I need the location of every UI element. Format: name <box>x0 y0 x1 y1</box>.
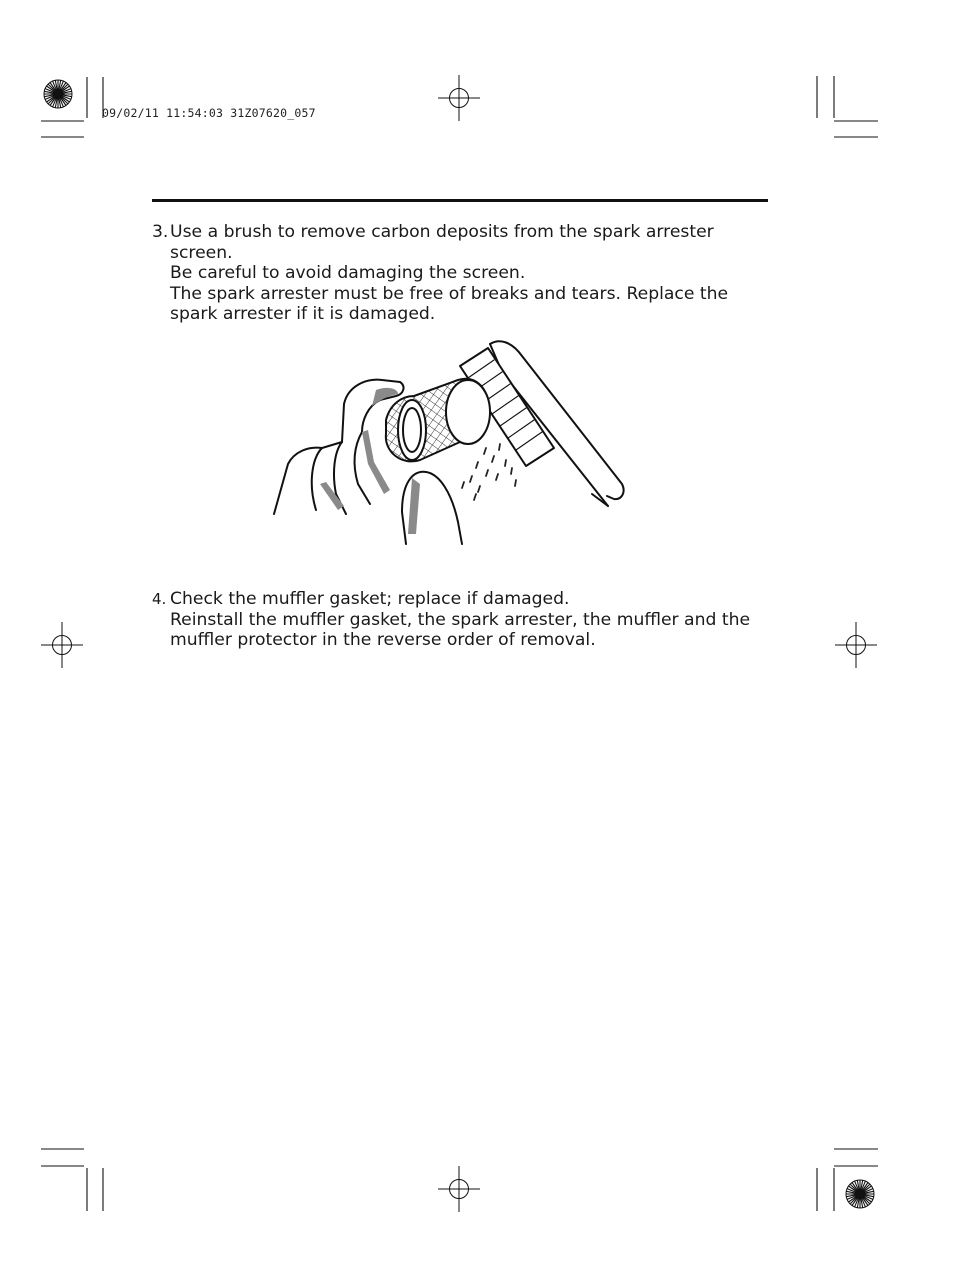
header-rule <box>152 199 768 202</box>
step-line: Check the muffler gasket; replace if damaged. <box>170 589 570 609</box>
step-line: screen. <box>170 242 233 263</box>
step-number: 4. <box>152 590 167 608</box>
step-line: spark arrester if it is damaged. <box>170 304 436 324</box>
step-line: The spark arrester must be free of breaks and tears. Replace the <box>170 283 729 304</box>
step-4 <box>152 589 772 651</box>
step-line: Be careful to avoid damaging the screen. <box>170 263 526 283</box>
step-line: Reinstall the muffler gasket, the spark arrester, the muffler and the <box>170 609 751 630</box>
step-text <box>170 222 772 325</box>
step-text <box>170 589 772 651</box>
step-3 <box>152 222 772 325</box>
step-line: Use a brush to remove carbon deposits from the spark arrester <box>170 222 714 242</box>
spark-arrester-brush-cleaning-illustration <box>262 334 634 550</box>
step-number: 3. <box>152 222 169 242</box>
step-line: muffler protector in the reverse order of removal. <box>170 630 596 650</box>
print-timestamp: 09/02/11 11:54:03 31Z07620_057 <box>102 106 316 120</box>
